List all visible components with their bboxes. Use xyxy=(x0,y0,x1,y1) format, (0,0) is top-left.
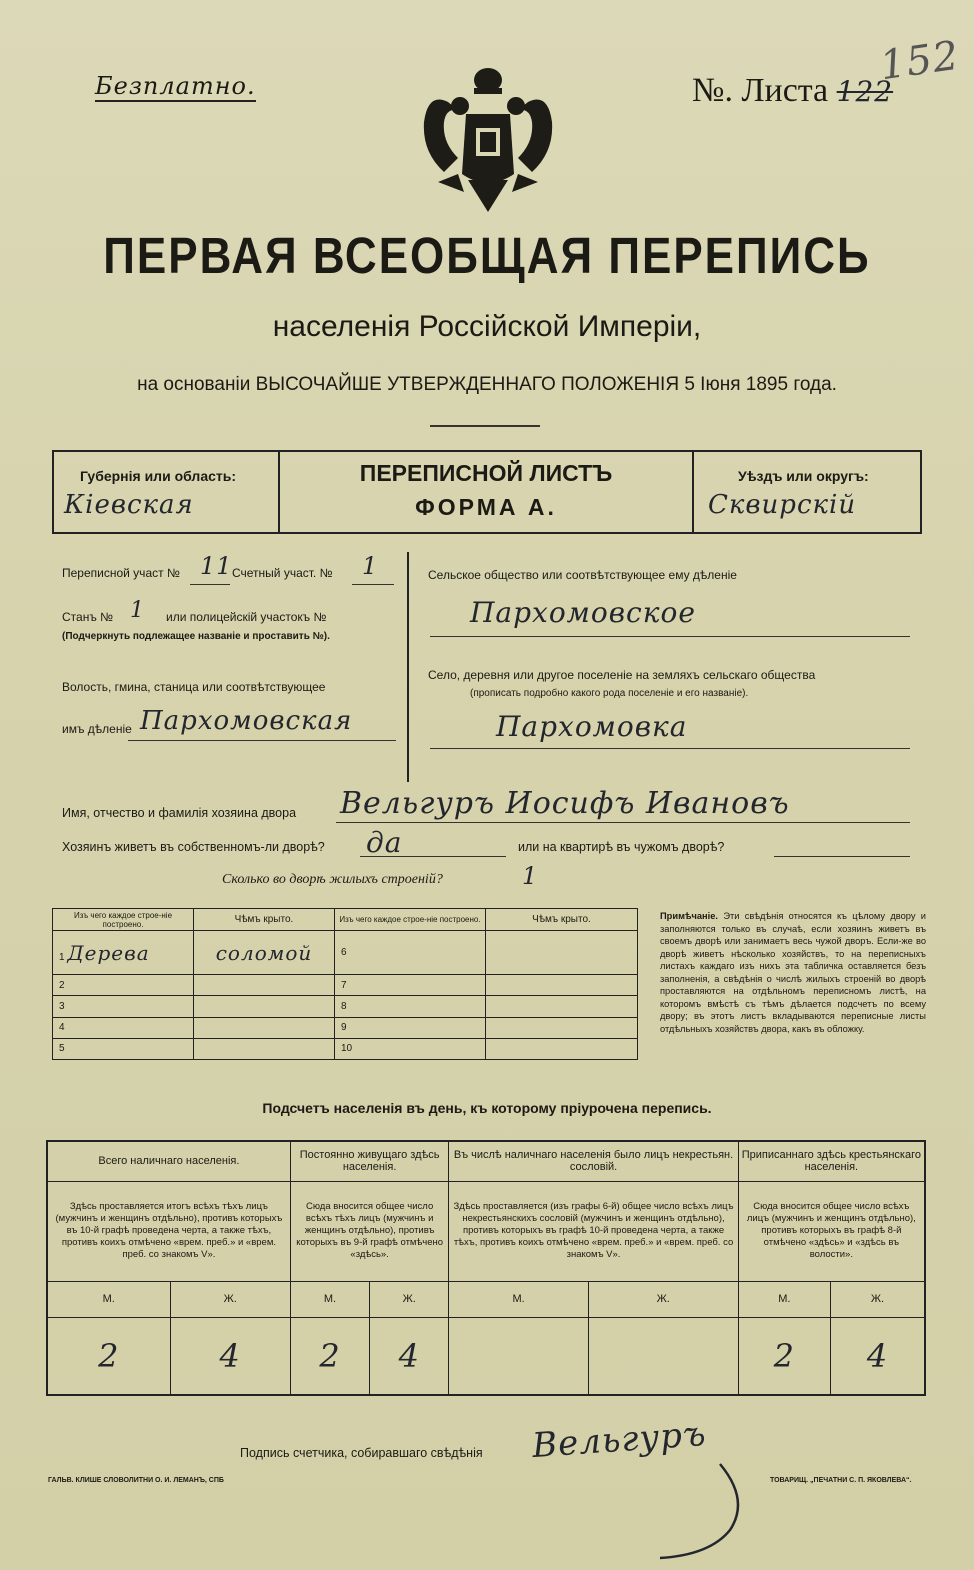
owner-name-value: Вельгуръ Иосифъ Ивановъ xyxy=(340,786,790,821)
free-label: Безплатно. xyxy=(95,72,256,100)
col-material: Изъ чего каждое строе-ніе построено. xyxy=(53,909,194,931)
f-label: Ж. xyxy=(588,1281,738,1317)
village-note: (прописать подробно какого рода поселеніе и его названіе). xyxy=(470,688,749,699)
sheet-number: 122 xyxy=(836,75,894,108)
printer-right: ТОВАРИЩ. „ПЕЧАТНИ С. П. ЯКОВЛЕВА“. xyxy=(770,1477,912,1484)
buildings-table xyxy=(52,908,638,1060)
main-title: ПЕРВАЯ ВСЕОБЩАЯ ПЕРЕПИСЬ xyxy=(103,228,871,285)
row-number: 5 xyxy=(53,1038,194,1059)
m-label: М. xyxy=(449,1281,588,1317)
count-title: Подсчетъ населенія въ день, къ которому пріурочена перепись. xyxy=(262,1100,712,1116)
col-permanent-head: Постоянно живущаго здѣсь населенія. xyxy=(290,1141,449,1181)
own-yard-label: Хозяинъ живетъ въ собственномъ-ли дворѣ? xyxy=(62,840,325,854)
row-number: 3 xyxy=(53,996,194,1017)
printer-left: ГАЛЬВ. КЛИШЕ СЛОВОЛИТНИ О. И. ЛЕМАНЪ, СПБ xyxy=(48,1477,224,1484)
own-yard-value: да xyxy=(366,826,403,859)
col-total-desc: Здѣсь проставляется итогъ всѣхъ тѣхъ лицъ (мужчинъ и женщинъ отдѣльно), противъ которыхъ въ 10-й графѣ проведена черта, а также тѣхъ, противъ коихъ отмѣчено «врем. преб.» и «врем. преб. со знакомъ V». xyxy=(47,1181,290,1281)
counting-section-value: 1 xyxy=(362,552,379,580)
permanent-f-value: 4 xyxy=(370,1317,449,1395)
district-value: Сквирскій xyxy=(708,490,857,520)
row-number: 2 xyxy=(53,975,194,996)
f-label: Ж. xyxy=(370,1281,449,1317)
nonpeasant-f-value xyxy=(588,1317,738,1395)
society-value: Пархомовское xyxy=(470,596,696,629)
underline-note: (Подчеркнуть подлежащее названіе и проставить №). xyxy=(62,631,330,642)
rented-label: или на квартирѣ въ чужомъ дворѣ? xyxy=(518,840,725,854)
m-label: М. xyxy=(47,1281,170,1317)
society-label: Сельское общество или соотвѣтствующее ему дѣленіе xyxy=(428,568,737,582)
corner-number: 152 xyxy=(877,32,963,90)
volost-label-2: имъ дѣленіе xyxy=(62,722,132,736)
table-row xyxy=(53,931,638,975)
form-subtitle: ФОРМА А. xyxy=(415,494,557,520)
peasant-f-value: 4 xyxy=(831,1317,925,1395)
total-m-value: 2 xyxy=(47,1317,170,1395)
note-title: Примѣчаніе. xyxy=(660,911,719,921)
sheet-label xyxy=(692,72,893,110)
village-value: Пархомовка xyxy=(496,710,688,743)
note-block xyxy=(660,910,926,1035)
col-nonpeasant-desc: Здѣсь проставляется (изъ графы 6-й) общее число всѣхъ лицъ некрестьянскихъ сословій (мужчинъ и женщинъ отдѣльно), противъ которыхъ въ графѣ 10-й проведена черта, а также тѣхъ, противъ коихъ отмѣчено «врем. преб.» и «врем. преб. со знакомъ V». xyxy=(449,1181,738,1281)
col-peasant-desc: Сюда вносится общее число всѣхъ лицъ (мужчинъ и женщинъ отдѣльно), противъ которыхъ въ графѣ 8-й отмѣчено «здѣсь» и «здѣсь въ волости». xyxy=(738,1181,925,1281)
form-title: ПЕРЕПИСНОЙ ЛИСТЪ xyxy=(359,460,613,486)
signature: Вельгуръ xyxy=(530,1413,708,1467)
m-label: М. xyxy=(290,1281,369,1317)
col-roof: Чѣмъ крыто. xyxy=(194,909,335,931)
f-label: Ж. xyxy=(170,1281,290,1317)
col-roof-2: Чѣмъ крыто. xyxy=(486,909,638,931)
table-row xyxy=(53,1017,638,1038)
roof-value: соломой xyxy=(194,931,335,975)
note-text: Эти свѣдѣнія относятся къ цѣлому двору и заполняются только въ случаѣ, если хозяинъ живетъ въ своемъ дворѣ или занимаетъ весь чужой дворъ. Если-же во дворѣ живетъ нѣсколько хозяйствъ, то на переписныхъ листахъ каждаго изъ нихъ эта табличка оставляется безъ заполненія, а свѣдѣнія о числѣ жилыхъ строеній во дворѣ проставляются на отдѣльномъ переписномъ листѣ, на которомъ вмѣстѣ съ тѣмъ дѣлается подсчетъ по всему двору; въ этотъ листъ вкладываются переписные листы отдѣльныхъ хозяйствъ двора, какъ въ обложку. xyxy=(660,911,926,1034)
district-label: Уѣздъ или округъ: xyxy=(738,468,869,484)
stan-label: Станъ № xyxy=(62,610,114,624)
basis-line: на основаніи ВЫСОЧАЙШЕ УТВЕРЖДЕННАГО ПОЛОЖЕНІЯ 5 Іюня 1895 года. xyxy=(137,374,837,395)
count-table xyxy=(46,1140,926,1396)
sheet-label-text: №. Листа xyxy=(692,72,829,109)
row-number: 10 xyxy=(335,1038,486,1059)
col-nonpeasant-head: Въ числѣ наличнаго населенія было лицъ некрестьян. сословій. xyxy=(449,1141,738,1181)
police-label: или полицейскій участокъ № xyxy=(166,610,327,624)
census-section-label: Переписной участ № xyxy=(62,566,180,580)
total-f-value: 4 xyxy=(170,1317,290,1395)
ornament-divider xyxy=(430,425,540,427)
peasant-m-value: 2 xyxy=(738,1317,830,1395)
subtitle: населенія Россійской Имперіи, xyxy=(272,310,702,343)
row-number: 4 xyxy=(53,1017,194,1038)
volost-value: Пархомовская xyxy=(140,706,353,736)
province-label: Губернія или область: xyxy=(80,468,237,484)
material-value: Дерева xyxy=(67,940,150,965)
row-number: 1 xyxy=(59,951,65,963)
village-label: Село, деревня или другое поселеніе на земляхъ сельскаго общества xyxy=(428,668,816,682)
table-row xyxy=(53,1038,638,1059)
table-row xyxy=(53,996,638,1017)
m-label: М. xyxy=(738,1281,830,1317)
col-total-head: Всего наличнаго населенія. xyxy=(47,1141,290,1181)
row-number: 6 xyxy=(335,931,486,975)
row-number: 9 xyxy=(335,1017,486,1038)
signature-flourish-icon xyxy=(600,1460,780,1560)
row-number: 8 xyxy=(335,996,486,1017)
f-label: Ж. xyxy=(831,1281,925,1317)
owner-name-label: Имя, отчество и фамилія хозяина двора xyxy=(62,806,297,820)
buildings-label: Сколько во дворѣ жилыхъ строеній? xyxy=(222,872,443,887)
col-peasant-head: Приписаннаго здѣсь крестьянскаго населенія. xyxy=(738,1141,925,1181)
nonpeasant-m-value xyxy=(449,1317,588,1395)
census-section-value: 11 xyxy=(200,552,233,580)
table-row xyxy=(53,975,638,996)
permanent-m-value: 2 xyxy=(290,1317,369,1395)
volost-label: Волость, гмина, станица или соотвѣтствующее xyxy=(62,680,326,694)
stan-value: 1 xyxy=(130,598,145,623)
signature-label: Подпись счетчика, собиравшаго свѣдѣнія xyxy=(240,1446,483,1460)
buildings-value: 1 xyxy=(522,862,539,890)
province-value: Кіевская xyxy=(64,490,194,520)
counting-section-label: Счетный участ. № xyxy=(232,566,333,580)
double-headed-eagle-icon xyxy=(418,62,558,218)
col-permanent-desc: Сюда вносится общее число всѣхъ тѣхъ лицъ (мужчинъ и женщинъ отдѣльно), противъ которыхъ въ 9-й графѣ отмѣчено «здѣсь». xyxy=(290,1181,449,1281)
col-material-2: Изъ чего каждое строе-ніе построено. xyxy=(335,909,486,931)
row-number: 7 xyxy=(335,975,486,996)
